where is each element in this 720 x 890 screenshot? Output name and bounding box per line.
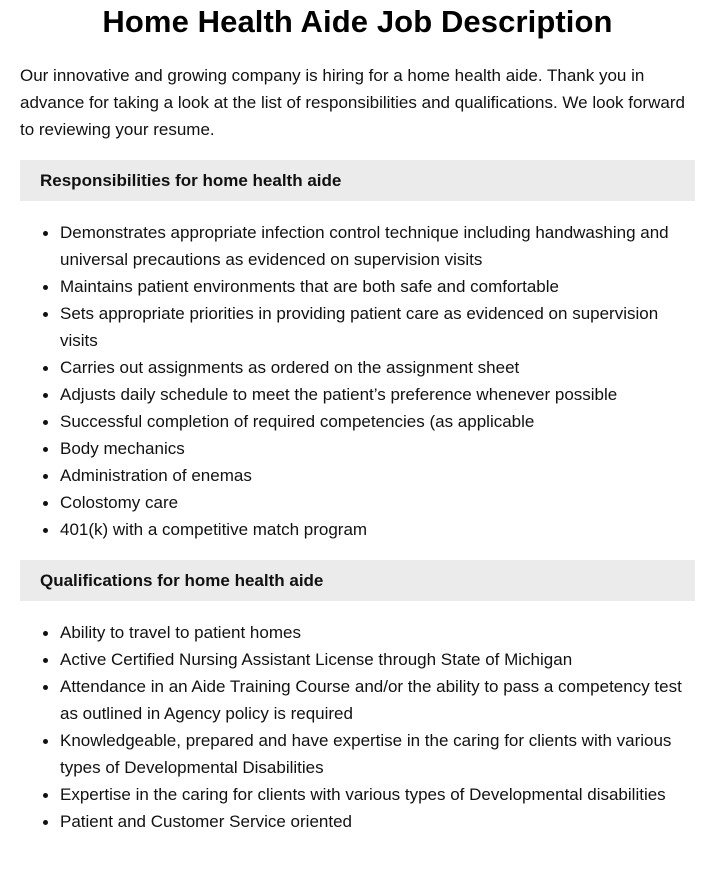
list-item <box>60 727 695 781</box>
bullet-icon <box>43 793 48 798</box>
responsibilities-list <box>20 219 695 543</box>
bullet-icon <box>43 312 48 317</box>
list-item <box>60 489 695 516</box>
list-item-text: Active Certified Nursing Assistant License through State of Michigan <box>60 650 573 669</box>
list-item-text: 401(k) with a competitive match program <box>60 520 368 539</box>
list-item <box>60 354 695 381</box>
responsibilities-heading: Responsibilities for home health aide <box>20 160 695 201</box>
bullet-icon <box>43 501 48 506</box>
responsibilities-section <box>20 160 695 543</box>
list-item <box>60 381 695 408</box>
bullet-icon <box>43 658 48 663</box>
list-item-text: Patient and Customer Service oriented <box>60 812 352 831</box>
bullet-icon <box>43 420 48 425</box>
list-item-text: Demonstrates appropriate infection control technique including handwashing and universal precautions as evidenced on supervision visits <box>60 223 669 269</box>
list-item <box>60 408 695 435</box>
list-item <box>60 673 695 727</box>
qualifications-list <box>20 619 695 835</box>
list-item-text: Colostomy care <box>60 493 179 512</box>
bullet-icon <box>43 685 48 690</box>
list-item-text: Attendance in an Aide Training Course and/or the ability to pass a competency test as outlined in Agency policy is required <box>60 677 682 723</box>
bullet-icon <box>43 366 48 371</box>
list-item <box>60 300 695 354</box>
list-item <box>60 646 695 673</box>
list-item <box>60 781 695 808</box>
list-item <box>60 435 695 462</box>
bullet-icon <box>43 393 48 398</box>
list-item <box>60 808 695 835</box>
bullet-icon <box>43 631 48 636</box>
bullet-icon <box>43 447 48 452</box>
qualifications-section <box>20 560 695 835</box>
list-item-text: Sets appropriate priorities in providing patient care as evidenced on supervision visits <box>60 304 659 350</box>
list-item <box>60 619 695 646</box>
list-item-text: Body mechanics <box>60 439 185 458</box>
bullet-icon <box>43 474 48 479</box>
bullet-icon <box>43 231 48 236</box>
list-item-text: Ability to travel to patient homes <box>60 623 301 642</box>
list-item-text: Successful completion of required competencies (as applicable <box>60 412 535 431</box>
list-item-text: Carries out assignments as ordered on the assignment sheet <box>60 358 520 377</box>
qualifications-heading: Qualifications for home health aide <box>20 560 695 601</box>
list-item-text: Administration of enemas <box>60 466 252 485</box>
page-title: Home Health Aide Job Description <box>102 4 613 39</box>
bullet-icon <box>43 820 48 825</box>
bullet-icon <box>43 739 48 744</box>
list-item <box>60 462 695 489</box>
list-item-text: Adjusts daily schedule to meet the patient’s preference whenever possible <box>60 385 618 404</box>
bullet-icon <box>43 528 48 533</box>
list-item <box>60 273 695 300</box>
list-item <box>60 516 695 543</box>
list-item-text: Maintains patient environments that are both safe and comfortable <box>60 277 559 296</box>
list-item-text: Expertise in the caring for clients with various types of Developmental disabilities <box>60 785 666 804</box>
intro-paragraph: Our innovative and growing company is hiring for a home health aide. Thank you in advance for taking a look at the list of responsibilities and qualifications. We look forward to reviewing your resume. <box>20 66 685 139</box>
bullet-icon <box>43 285 48 290</box>
list-item <box>60 219 695 273</box>
list-item-text: Knowledgeable, prepared and have expertise in the caring for clients with various types of Developmental Disabilities <box>60 731 672 777</box>
